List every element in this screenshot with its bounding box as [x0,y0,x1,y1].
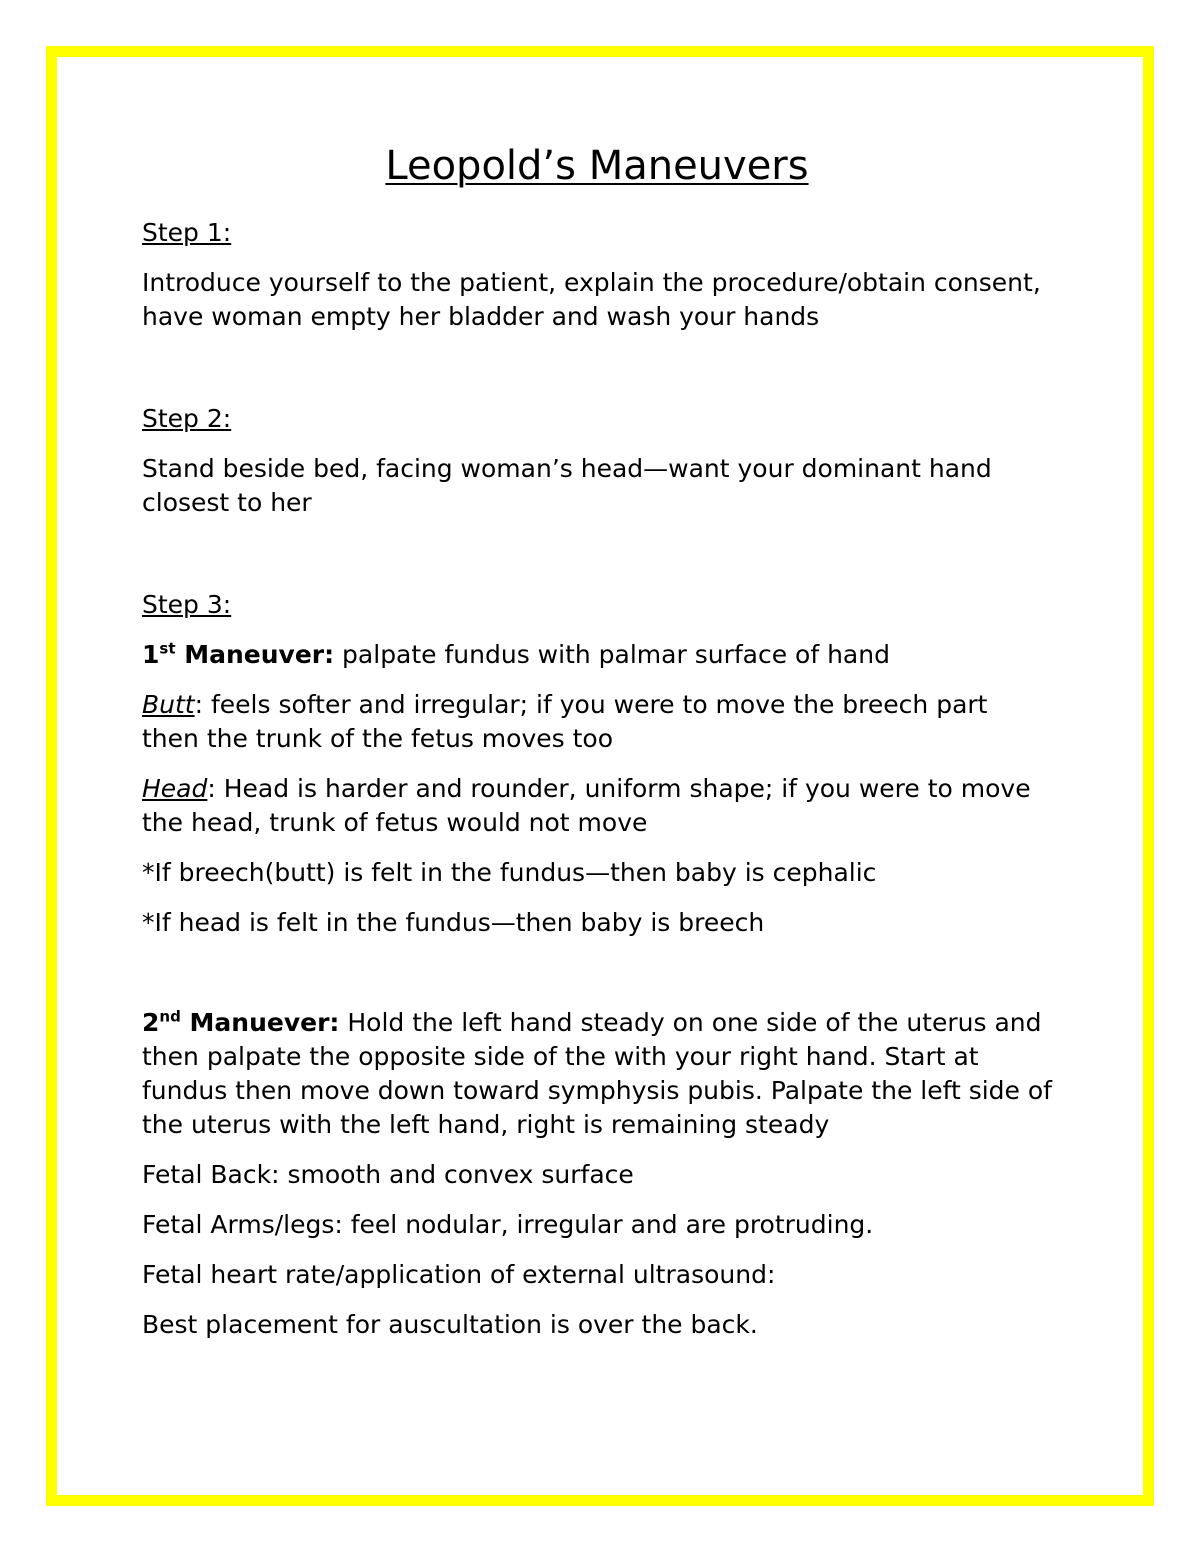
head-text: : Head is harder and rounder, uniform shape; if you were to move the head, trunk of fetus would not move [142,774,1031,837]
fetal-back-text: Fetal Back: smooth and convex surface [142,1160,634,1189]
maneuver-1-heading: Maneuver: [175,640,335,669]
head-paragraph [142,772,1052,840]
head-note: *If head is felt in the fundus—then baby is breech [142,908,765,937]
fetal-arms-text: Fetal Arms/legs: feel nodular, irregular and are protruding. [142,1210,874,1239]
step-3-label: Step 3: [142,590,232,619]
maneuver-1-number: 1 [142,640,160,669]
spacer [142,956,1052,1006]
step-1-label: Step 1: [142,218,232,247]
maneuver-2-ordinal: nd [159,1007,181,1026]
spacer [142,536,1052,588]
breech-note: *If breech(butt) is felt in the fundus—then baby is cephalic [142,858,877,887]
spacer [142,350,1052,402]
maneuver-2-heading: Manuever: [180,1008,340,1037]
maneuver-1-ordinal: st [159,639,176,658]
maneuver-1-text: palpate fundus with palmar surface of hand [334,640,890,669]
butt-label: Butt [142,690,195,719]
head-label: Head [142,774,208,803]
step-2-label: Step 2: [142,404,232,433]
maneuver-2-number: 2 [142,1008,160,1037]
document-content [142,140,1052,1358]
butt-paragraph [142,688,1052,756]
auscultation-text: Best placement for auscultation is over the back. [142,1310,758,1339]
fetal-heart-text: Fetal heart rate/application of external ultrasound: [142,1260,776,1289]
maneuver-2-text: Hold the left hand steady on one side of the uterus and then palpate the opposite side of the with your right hand. Start at fundus then move down toward symphysis pubis. Palpate the left side of the uterus with the left hand, right is remaining steady [142,1008,1052,1139]
butt-text: : feels softer and irregular; if you were to move the breech part then the trunk of the fetus moves too [142,690,988,753]
document-title: Leopold’s Maneuvers [385,143,809,189]
maneuver-2-paragraph [142,1006,1052,1142]
step-2-text: Stand beside bed, facing woman’s head—want your dominant hand closest to her [142,454,992,517]
maneuver-1-paragraph [142,638,1052,672]
step-1-text: Introduce yourself to the patient, explain the procedure/obtain consent, have woman empty her bladder and wash your hands [142,268,1041,331]
